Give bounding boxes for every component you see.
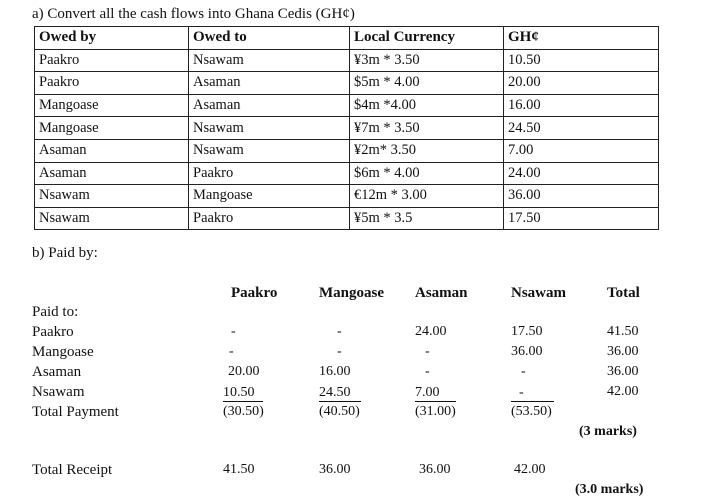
table-header-row xyxy=(35,27,659,50)
cell-value: - xyxy=(229,344,234,359)
cell-value: 24.00 xyxy=(415,324,447,339)
cell-owed-to: Asaman xyxy=(189,94,350,117)
cell-value: 20.00 xyxy=(228,364,260,379)
cell-value: - xyxy=(337,344,342,359)
cell-local-currency: ¥7m * 3.50 xyxy=(350,117,504,140)
colhead-asaman: Asaman xyxy=(415,285,468,301)
col-owed-by: Owed by xyxy=(35,27,189,50)
cell-owed-by: Nsawam xyxy=(35,185,189,208)
marks-label: (3 marks) xyxy=(579,424,637,439)
total-payment-value: (31.00) xyxy=(415,404,456,419)
cell-total: 36.00 xyxy=(607,364,639,379)
total-payment-value: (53.50) xyxy=(511,404,552,419)
part-b-heading: b) Paid by: xyxy=(32,245,98,261)
cell-ghc: 7.00 xyxy=(504,139,659,162)
cell-total: 36.00 xyxy=(607,344,639,359)
cell-value-underlined xyxy=(223,385,263,402)
cell-local-currency: ¥5m * 3.5 xyxy=(350,207,504,230)
table-row xyxy=(35,207,659,230)
total-payment-label: Total Payment xyxy=(32,404,119,420)
table-row xyxy=(35,49,659,72)
total-receipt-value: 36.00 xyxy=(419,462,451,477)
cell-ghc: 17.50 xyxy=(504,207,659,230)
table-row xyxy=(35,162,659,185)
cell-value: - xyxy=(511,385,554,402)
cell-ghc: 24.50 xyxy=(504,117,659,140)
cell-local-currency: $6m * 4.00 xyxy=(350,162,504,185)
cell-local-currency: ¥3m * 3.50 xyxy=(350,49,504,72)
cell-value: 24.50 xyxy=(319,385,361,402)
cell-value: 16.00 xyxy=(319,364,351,379)
cell-value: - xyxy=(521,364,526,379)
table-row xyxy=(35,185,659,208)
cell-value: - xyxy=(231,324,236,339)
cell-value: 10.50 xyxy=(223,385,263,402)
cell-owed-to: Nsawam xyxy=(189,139,350,162)
cell-owed-by: Mangoase xyxy=(35,117,189,140)
colhead-nsawam: Nsawam xyxy=(511,285,566,301)
col-ghc: GH¢ xyxy=(504,27,659,50)
cell-local-currency: $5m * 4.00 xyxy=(350,72,504,95)
cell-value-underlined xyxy=(319,385,361,402)
cell-ghc: 16.00 xyxy=(504,94,659,117)
table-row xyxy=(35,139,659,162)
colhead-total: Total xyxy=(607,285,640,301)
cell-owed-by: Asaman xyxy=(35,139,189,162)
row-label-paakro: Paakro xyxy=(32,324,74,340)
cell-owed-by: Paakro xyxy=(35,49,189,72)
cell-total: 41.50 xyxy=(607,324,639,339)
total-receipt-value: 41.50 xyxy=(223,462,255,477)
cell-value: 17.50 xyxy=(511,324,543,339)
total-receipt-value: 36.00 xyxy=(319,462,351,477)
cell-ghc: 10.50 xyxy=(504,49,659,72)
col-owed-to: Owed to xyxy=(189,27,350,50)
cell-value-underlined xyxy=(511,385,554,402)
cell-owed-to: Asaman xyxy=(189,72,350,95)
total-receipt-value: 42.00 xyxy=(514,462,546,477)
total-payment-value: (30.50) xyxy=(223,404,264,419)
cell-owed-by: Nsawam xyxy=(35,207,189,230)
marks-label: (3.0 marks) xyxy=(575,482,644,497)
total-payment-value: (40.50) xyxy=(319,404,360,419)
table-row xyxy=(35,72,659,95)
col-local-currency: Local Currency xyxy=(350,27,504,50)
cell-value: - xyxy=(337,324,342,339)
cell-owed-to: Nsawam xyxy=(189,117,350,140)
cell-value: - xyxy=(425,364,430,379)
cell-ghc: 20.00 xyxy=(504,72,659,95)
row-label-mangoase: Mangoase xyxy=(32,344,94,360)
cell-ghc: 36.00 xyxy=(504,185,659,208)
colhead-paakro: Paakro xyxy=(231,285,278,301)
cell-owed-by: Mangoase xyxy=(35,94,189,117)
cell-value: 36.00 xyxy=(511,344,543,359)
cell-value: 7.00 xyxy=(415,385,456,402)
cell-owed-by: Paakro xyxy=(35,72,189,95)
cell-value: - xyxy=(425,344,430,359)
cell-local-currency: $4m *4.00 xyxy=(350,94,504,117)
row-label-asaman: Asaman xyxy=(32,364,82,380)
cell-owed-to: Paakro xyxy=(189,207,350,230)
cell-owed-by: Asaman xyxy=(35,162,189,185)
paid-to-label: Paid to: xyxy=(32,304,79,320)
cell-value-underlined xyxy=(415,385,456,402)
table-row xyxy=(35,117,659,140)
row-label-nsawam: Nsawam xyxy=(32,384,85,400)
cell-owed-to: Paakro xyxy=(189,162,350,185)
cell-local-currency: €12m * 3.00 xyxy=(350,185,504,208)
cell-local-currency: ¥2m* 3.50 xyxy=(350,139,504,162)
cell-owed-to: Nsawam xyxy=(189,49,350,72)
cell-owed-to: Mangoase xyxy=(189,185,350,208)
total-receipt-label: Total Receipt xyxy=(32,462,113,478)
cell-ghc: 24.00 xyxy=(504,162,659,185)
cell-total: 42.00 xyxy=(607,384,639,399)
cash-flow-table xyxy=(34,26,659,230)
table-row xyxy=(35,94,659,117)
part-a-heading: a) Convert all the cash flows into Ghana Cedis (GH¢) xyxy=(32,6,355,22)
colhead-mangoase: Mangoase xyxy=(319,285,384,301)
